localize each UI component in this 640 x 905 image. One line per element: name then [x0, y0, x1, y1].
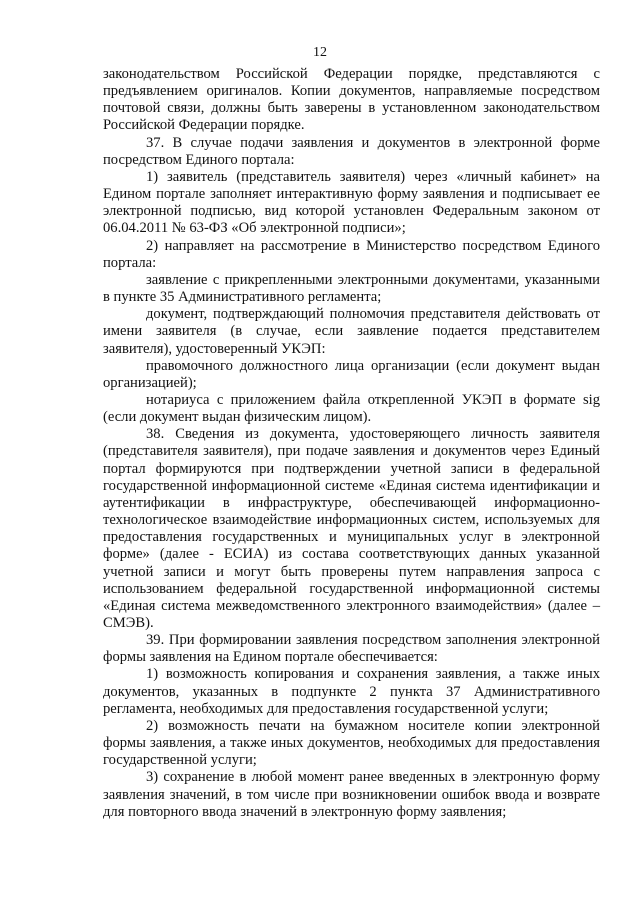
paragraph-clause-37-notary: нотариуса с приложением файла открепленной УКЭП в формате sig (если документ выдан физическим лицом). [103, 391, 600, 426]
paragraph-clause-37-authority-document: документ, подтверждающий полномочия представителя действовать от имени заявителя (в случае, если заявление подается представителем заявителя), удостоверенный УКЭП: [103, 306, 600, 357]
document-body [103, 66, 600, 821]
paragraph-clause-37-item-1: 1) заявитель (представитель заявителя) через «личный кабинет» на Едином портале заполняет интерактивную форму заявления и подписывает ее электронной подписью, вид которой установлен Федеральным законом от 06.04.2011 № 63-ФЗ «Об электронной подписи»; [103, 168, 600, 237]
paragraph-clause-38: 38. Сведения из документа, удостоверяющего личность заявителя (представителя заявителя), при подаче заявления и документов через Единый портал формируются при подтверждении учетной записи в федеральной государственной информационной системе «Единая система идентификации и аутентификации в инфраструктуре, обеспечивающей информационно-технологическое взаимодействие информационных систем, используемых для предоставления государственных и муниципальных услуг в электронной форме» (далее - ЕСИА) из состава соответствующих данных указанной учетной записи и могут быть проверены путем направления запроса с использованием федеральной государственной информационной системы «Единая система межведомственного электронного взаимодействия» (далее – СМЭВ). [103, 426, 600, 631]
paragraph-clause-39-item-2: 2) возможность печати на бумажном носителе копии электронной формы заявления, а также иных документов, необходимых для предоставления государственной услуги; [103, 717, 600, 769]
page-number: 12 [313, 45, 327, 60]
paragraph-clause-37: 37. В случае подачи заявления и документов в электронной форме посредством Единого портала: [103, 134, 600, 168]
paragraph-clause-39-item-1: 1) возможность копирования и сохранения заявления, а также иных документов, указанных в подпункте 2 пункта 37 Административного регламента, необходимых для предоставления государственной услуги; [103, 666, 600, 717]
paragraph-clause-39-item-3: 3) сохранение в любой момент ранее введенных в электронную форму заявления значений, в том числе при возникновении ошибок ввода и возврате для повторного ввода значений в электронную форму заявления; [103, 769, 600, 820]
paragraph-clause-39: 39. При формировании заявления посредством заполнения электронной формы заявления на Едином портале обеспечивается: [103, 632, 600, 666]
paragraph-clause-37-item-2: 2) направляет на рассмотрение в Министерство посредством Единого портала: [103, 237, 600, 271]
paragraph-clause-37-organization: правомочного должностного лица организации (если документ выдан организацией); [103, 357, 600, 391]
paragraph-continuation: законодательством Российской Федерации порядке, представляются с предъявлением оригиналов. Копии документов, направляемые посредством почтовой связи, должны быть заверены в установленном законодательством Российской Федерации порядке. [103, 66, 600, 134]
paragraph-clause-37-application: заявление с прикрепленными электронными документами, указанными в пункте 35 Административного регламента; [103, 271, 600, 306]
